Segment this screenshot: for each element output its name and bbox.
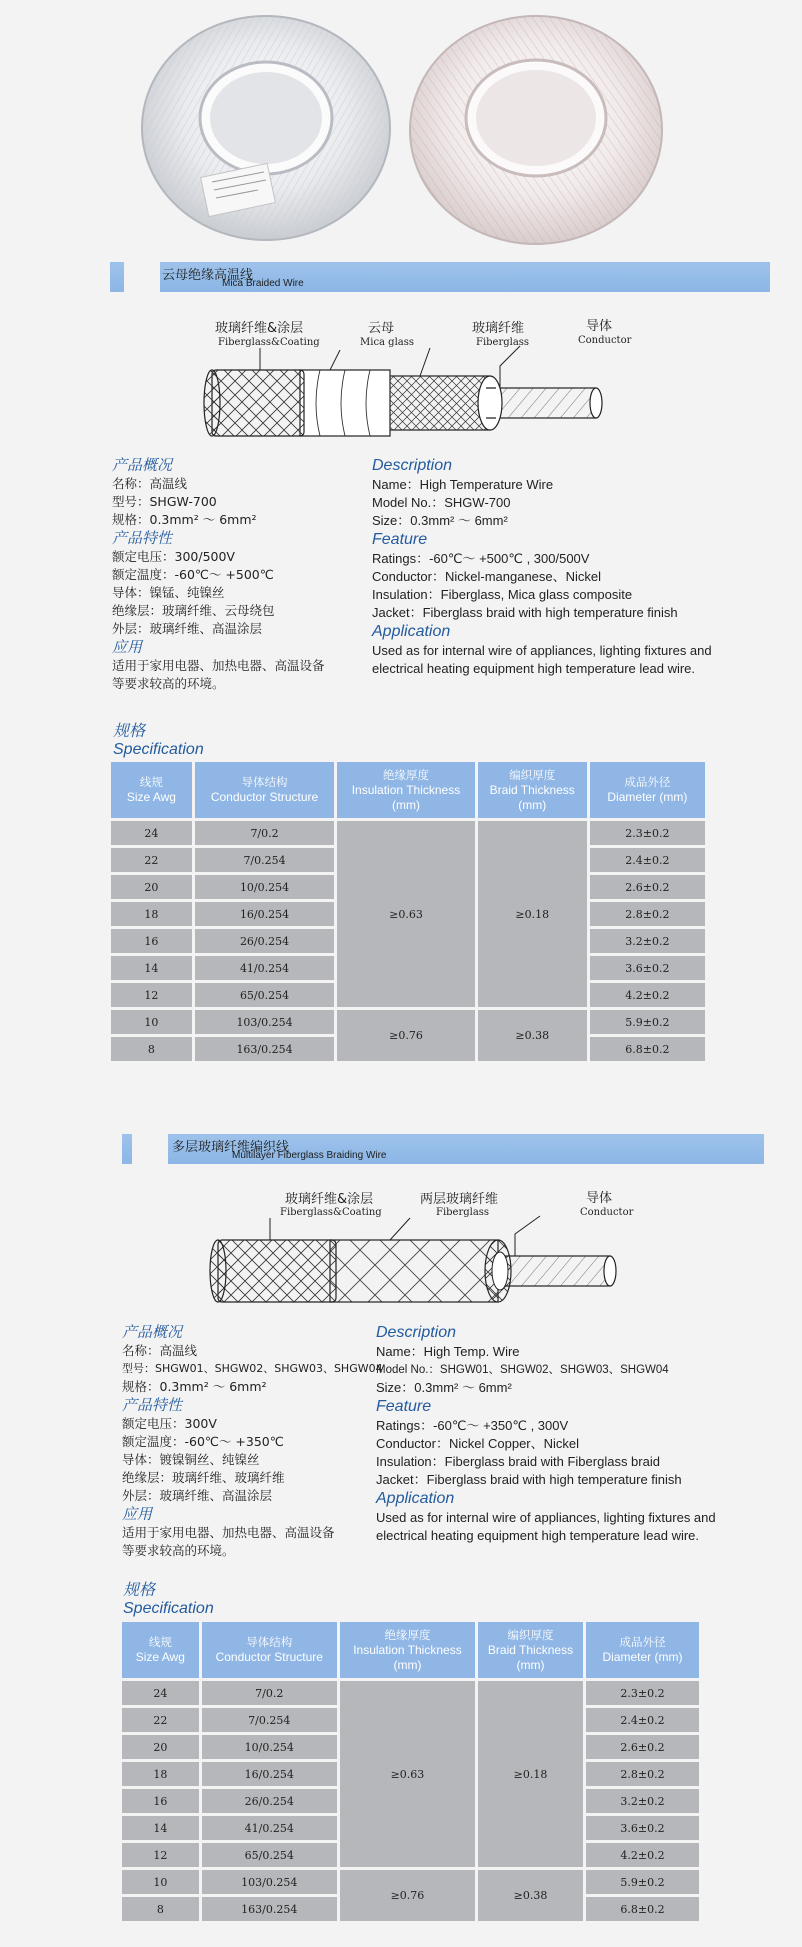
application-text: 等要求较高的环境。	[112, 676, 225, 691]
col-header-structure: 导体结构 Conductor Structure	[195, 762, 334, 818]
feature-line: Jacket：Fiberglass braid with high temperature finish	[372, 605, 678, 620]
wire-structure-diagram	[210, 1190, 634, 1320]
product-overview-cn	[112, 456, 372, 693]
label-mica-cn: 云母	[368, 321, 395, 336]
label-fiberglass-coating-cn: 玻璃纤维&涂层	[285, 1192, 374, 1207]
product-photo-wire-coils	[118, 0, 678, 262]
cell-awg: 18	[111, 902, 192, 926]
col-header-awg: 线规 Size Awg	[122, 1622, 199, 1678]
spec-name: 名称：高温线	[112, 476, 188, 491]
cell-diameter: 2.6±0.2	[590, 875, 705, 899]
cell-structure: 16/0.254	[195, 902, 334, 926]
application-title: 应用	[112, 638, 143, 656]
cell-awg: 20	[111, 875, 192, 899]
cell-awg: 8	[122, 1897, 199, 1921]
application-text: Used as for internal wire of appliances, lighting fixtures and electrical heating equipment high temperature lead wire.	[376, 1510, 716, 1543]
desc-name: Name：High Temp. Wire	[376, 1344, 520, 1359]
label-two-layer-fiberglass-en: Fiberglass	[436, 1207, 490, 1218]
cell-diameter: 2.3±0.2	[586, 1681, 699, 1705]
description-title: Description	[372, 457, 453, 474]
cell-structure: 7/0.2	[195, 821, 334, 845]
feature-line: Ratings：-60℃～ +500℃ , 300/500V	[372, 551, 590, 566]
cell-structure: 7/0.254	[195, 848, 334, 872]
cell-diameter: 4.2±0.2	[590, 983, 705, 1007]
label-conductor-en: Conductor	[578, 335, 632, 346]
spec-model: 型号：SHGW-700	[112, 494, 217, 509]
feature-line: 外层：玻璃纤维、高温涂层	[112, 621, 263, 636]
cell-structure: 10/0.254	[202, 1735, 337, 1759]
label-fiberglass-cn: 玻璃纤维	[472, 321, 525, 336]
cell-diameter: 4.2±0.2	[586, 1843, 699, 1867]
spec-table	[119, 1619, 702, 1924]
cell-structure: 65/0.254	[195, 983, 334, 1007]
col-header-diameter: 成品外径 Diameter (mm)	[586, 1622, 699, 1678]
desc-name: Name：High Temperature Wire	[372, 477, 554, 492]
mica-layer	[300, 370, 390, 436]
col-header-insulation: 绝缘厚度 Insulation Thickness (mm)	[337, 762, 474, 818]
cell-insulation: ≥0.76	[340, 1870, 475, 1921]
label-conductor-en: Conductor	[580, 1207, 634, 1218]
description-title: Description	[376, 1324, 457, 1341]
feature-line: 额定电压：300/500V	[112, 549, 235, 564]
cell-diameter: 2.8±0.2	[586, 1762, 699, 1786]
col-header-braid: 编织厚度 Braid Thickness (mm)	[478, 1622, 583, 1678]
desc-model: Model No.：SHGW-700	[372, 495, 511, 510]
cell-diameter: 2.3±0.2	[590, 821, 705, 845]
cell-awg: 16	[111, 929, 192, 953]
feature-line: 绝缘层：玻璃纤维、云母绕包	[112, 603, 275, 618]
cell-awg: 16	[122, 1789, 199, 1813]
cell-structure: 7/0.254	[202, 1708, 337, 1732]
cell-awg: 10	[122, 1870, 199, 1894]
feature-line: 导体：镀镍铜丝、纯镍丝	[122, 1452, 260, 1467]
cell-diameter: 2.4±0.2	[590, 848, 705, 872]
spec-title-cn: 规格	[113, 721, 146, 740]
product-description-en	[376, 1323, 716, 1545]
spec-title-en: Specification	[113, 741, 204, 758]
feature-line: Conductor：Nickel Copper、Nickel	[376, 1436, 580, 1451]
cell-awg: 22	[122, 1708, 199, 1732]
cell-structure: 163/0.254	[195, 1037, 334, 1061]
table-row	[111, 821, 705, 845]
fiberglass-layer	[386, 376, 502, 430]
features-title: 产品特性	[112, 529, 173, 547]
cell-structure: 10/0.254	[195, 875, 334, 899]
label-fiberglass-en: Fiberglass	[476, 337, 530, 348]
cell-awg: 24	[122, 1681, 199, 1705]
spec-title-en: Specification	[123, 1600, 214, 1617]
cell-braid: ≥0.18	[478, 821, 587, 1007]
cell-structure: 26/0.254	[195, 929, 334, 953]
feature-line: Conductor：Nickel-manganese、Nickel	[372, 569, 602, 584]
cell-diameter: 3.6±0.2	[586, 1816, 699, 1840]
cell-insulation: ≥0.76	[337, 1010, 474, 1061]
section-title-en: Multilayer Fiberglass Braiding Wire	[232, 1150, 387, 1161]
label-conductor-cn: 导体	[586, 319, 613, 334]
label-fiberglass-coating-en: Fiberglass&Coating	[280, 1207, 382, 1218]
cell-awg: 24	[111, 821, 192, 845]
section-title-cn: 云母绝缘高温线	[162, 268, 254, 283]
application-title: Application	[372, 623, 451, 640]
table-row	[111, 1010, 705, 1034]
table-row	[122, 1681, 699, 1705]
conductor-layer	[486, 388, 602, 418]
cell-diameter: 3.6±0.2	[590, 956, 705, 980]
col-header-structure: 导体结构 Conductor Structure	[202, 1622, 337, 1678]
feature-title: Feature	[376, 1398, 432, 1415]
label-two-layer-fiberglass-cn: 两层玻璃纤维	[420, 1192, 499, 1207]
cell-structure: 41/0.254	[195, 956, 334, 980]
coating-layer	[204, 370, 304, 436]
section-title-en: Mica Braided Wire	[222, 278, 304, 289]
label-fiberglass-coating-cn: 玻璃纤维&涂层	[215, 321, 304, 336]
section-title-cn: 多层玻璃纤维编织线	[172, 1140, 290, 1155]
cell-awg: 14	[111, 956, 192, 980]
coating-layer	[210, 1240, 336, 1302]
cell-awg: 8	[111, 1037, 192, 1061]
double-fiberglass-layer	[330, 1240, 511, 1302]
feature-line: 导体：镍锰、纯镍丝	[112, 585, 225, 600]
cell-diameter: 2.4±0.2	[586, 1708, 699, 1732]
cell-diameter: 5.9±0.2	[590, 1010, 705, 1034]
conductor-layer	[500, 1256, 616, 1286]
feature-line: Jacket：Fiberglass braid with high temperature finish	[376, 1472, 682, 1487]
feature-line: 额定电压：300V	[122, 1416, 217, 1431]
section-heading-bar	[110, 262, 770, 292]
spec-heading	[113, 718, 204, 759]
label-conductor-cn: 导体	[586, 1191, 613, 1206]
feature-line: 额定温度：-60℃～ +500℃	[112, 567, 274, 582]
cell-diameter: 2.6±0.2	[586, 1735, 699, 1759]
cell-awg: 12	[122, 1843, 199, 1867]
cell-insulation: ≥0.63	[340, 1681, 475, 1867]
spec-title-cn: 规格	[123, 1580, 156, 1599]
feature-line: Insulation：Fiberglass braid with Fiberglass braid	[376, 1454, 660, 1469]
feature-line: Insulation：Fiberglass, Mica glass composite	[372, 587, 633, 602]
cell-structure: 7/0.2	[202, 1681, 337, 1705]
cell-structure: 103/0.254	[195, 1010, 334, 1034]
cell-structure: 65/0.254	[202, 1843, 337, 1867]
striped-coil-image	[410, 16, 662, 244]
cell-awg: 22	[111, 848, 192, 872]
cell-insulation: ≥0.63	[337, 821, 474, 1007]
cell-structure: 16/0.254	[202, 1762, 337, 1786]
cell-structure: 26/0.254	[202, 1789, 337, 1813]
cell-awg: 14	[122, 1816, 199, 1840]
cell-diameter: 3.2±0.2	[586, 1789, 699, 1813]
cell-diameter: 2.8±0.2	[590, 902, 705, 926]
desc-size: Size：0.3mm² ～ 6mm²	[372, 513, 508, 528]
section-heading-bar	[122, 1134, 764, 1164]
product-description-en	[372, 456, 712, 678]
application-text: Used as for internal wire of appliances, lighting fixtures and electrical heating equipment high temperature lead wire.	[372, 643, 712, 676]
spec-table	[108, 759, 708, 1064]
cell-diameter: 6.8±0.2	[586, 1897, 699, 1921]
cell-braid: ≥0.38	[478, 1010, 587, 1061]
feature-line: 绝缘层：玻璃纤维、玻璃纤维	[122, 1470, 285, 1485]
cell-structure: 103/0.254	[202, 1870, 337, 1894]
overview-title: 产品概况	[122, 1323, 183, 1341]
col-header-awg: 线规 Size Awg	[111, 762, 192, 818]
desc-model: Model No.：SHGW01、SHGW02、SHGW03、SHGW04	[376, 1364, 669, 1376]
cell-awg: 20	[122, 1735, 199, 1759]
spec-name: 名称：高温线	[122, 1343, 198, 1358]
cell-diameter: 5.9±0.2	[586, 1870, 699, 1894]
col-header-insulation: 绝缘厚度 Insulation Thickness (mm)	[340, 1622, 475, 1678]
cell-awg: 12	[111, 983, 192, 1007]
cell-awg: 10	[111, 1010, 192, 1034]
spec-heading	[123, 1577, 214, 1618]
cell-diameter: 6.8±0.2	[590, 1037, 705, 1061]
label-mica-en: Mica glass	[360, 337, 415, 348]
cell-diameter: 3.2±0.2	[590, 929, 705, 953]
desc-size: Size：0.3mm² ～ 6mm²	[376, 1380, 512, 1395]
cell-awg: 18	[122, 1762, 199, 1786]
feature-line: Ratings：-60℃～ +350℃ , 300V	[376, 1418, 569, 1433]
product-overview-cn	[122, 1323, 383, 1560]
col-header-diameter: 成品外径 Diameter (mm)	[590, 762, 705, 818]
application-title: 应用	[122, 1505, 153, 1523]
application-text: 等要求较高的环境。	[122, 1543, 235, 1558]
application-title: Application	[376, 1490, 455, 1507]
overview-title: 产品概况	[112, 456, 173, 474]
cell-structure: 163/0.254	[202, 1897, 337, 1921]
application-text: 适用于家用电器、加热电器、高温设备	[112, 658, 325, 673]
col-header-braid: 编织厚度 Braid Thickness (mm)	[478, 762, 587, 818]
label-fiberglass-coating-en: Fiberglass&Coating	[218, 337, 320, 348]
cell-braid: ≥0.18	[478, 1681, 583, 1867]
feature-line: 外层：玻璃纤维、高温涂层	[122, 1488, 273, 1503]
spec-size: 规格：0.3mm² ～ 6mm²	[122, 1379, 267, 1394]
cell-braid: ≥0.38	[478, 1870, 583, 1921]
spec-size: 规格：0.3mm² ～ 6mm²	[112, 512, 257, 527]
application-text: 适用于家用电器、加热电器、高温设备	[122, 1525, 335, 1540]
feature-line: 额定温度：-60℃～ +350℃	[122, 1434, 284, 1449]
wire-structure-diagram	[200, 318, 632, 458]
features-title: 产品特性	[122, 1396, 183, 1414]
white-coil-image	[142, 16, 390, 240]
cell-structure: 41/0.254	[202, 1816, 337, 1840]
spec-model: 型号：SHGW01、SHGW02、SHGW03、SHGW04	[122, 1362, 383, 1375]
table-row	[122, 1870, 699, 1894]
feature-title: Feature	[372, 531, 428, 548]
